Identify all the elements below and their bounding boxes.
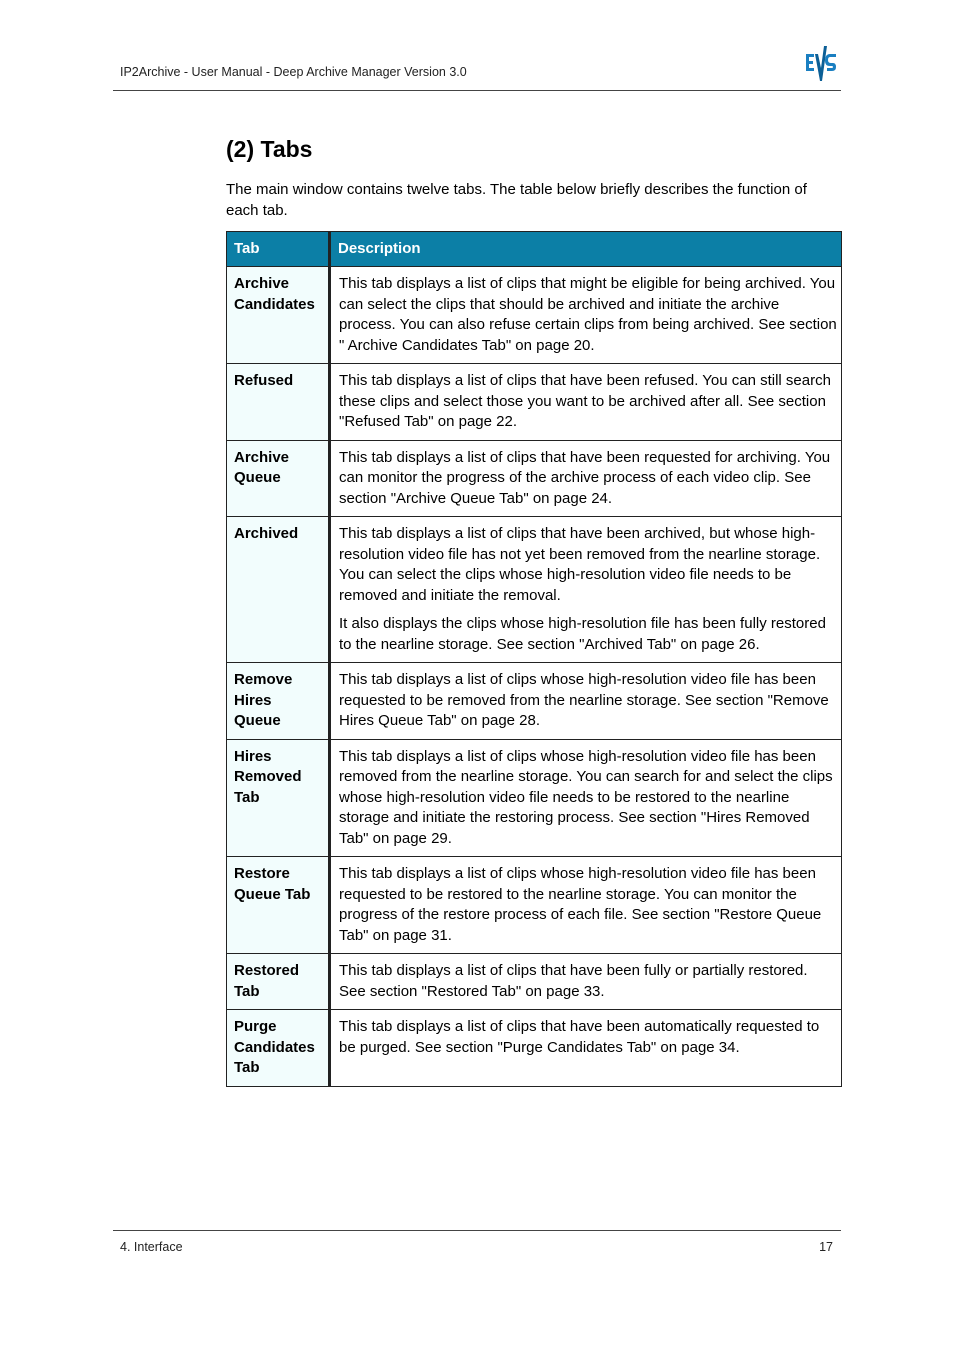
intro-paragraph: The main window contains twelve tabs. The table below briefly describes the function of each tab. [226,181,807,219]
tab-description-cell [330,364,842,441]
table-row [227,440,842,517]
running-header: IP2Archive - User Manual - Deep Archive Manager Version 3.0 [120,65,467,79]
table-row [227,954,842,1010]
column-header-description: Description [330,232,842,267]
tab-description-cell [330,1010,842,1087]
tab-name-cell: Purge Candidates Tab [227,1010,330,1087]
table-row [227,517,842,663]
description-paragraph: This tab displays a list of clips that have been automatically requested to be purged. See section "Purge Candidates Tab" on page 34. [339,1018,820,1056]
tab-name-cell: Refused [227,364,330,441]
description-paragraph: This tab displays a list of clips that have been refused. You can still search these clips and select those you want to be archived after all. See section "Refused Tab" on page 22. [339,372,831,430]
tabs-table [226,231,842,1087]
table-header-row [227,232,842,267]
page-number: 17 [819,1240,833,1254]
description-paragraph: This tab displays a list of clips whose high-resolution video file has been requested to be restored to the nearline storage. You can monitor the progress of the restore process of each file. See section "Restore Queue Tab" on page 31. [339,865,822,944]
tab-name-cell: Restore Queue Tab [227,857,330,954]
table-row [227,267,842,364]
tab-description-cell [330,517,842,663]
tab-description-cell [330,440,842,517]
table-row [227,739,842,857]
tab-name-cell: Restored Tab [227,954,330,1010]
description-paragraph: It also displays the clips whose high-resolution file has been fully restored to the nearline storage. See section "Archived Tab" on page 26. [339,615,826,653]
header-rule [113,90,841,91]
table-row [227,1010,842,1087]
table-row [227,663,842,740]
tab-name-cell: Archived [227,517,330,663]
table-body [227,267,842,1087]
description-paragraph: This tab displays a list of clips that might be eligible for being archived. You can select the clips that should be archived and initiate the archive process. You can also refuse certain clips from being archived. See section " Archive Candidates Tab" on page 20. [339,275,837,354]
description-paragraph: This tab displays a list of clips that have been fully or partially restored. See section "Restored Tab" on page 33. [339,962,808,1000]
column-header-tab: Tab [227,232,330,267]
description-paragraph: This tab displays a list of clips whose high-resolution video file has been removed from the nearline storage. You can search for and select the clips whose high-resolution video file needs to be restored to the nearline storage and initiate the restoring process. See section "Hires Removed Tab" on page 29. [339,747,833,847]
tab-name-cell: Hires Removed Tab [227,739,330,857]
table-row [227,857,842,954]
section-title: (2) Tabs [226,136,313,162]
description-paragraph: This tab displays a list of clips that have been requested for archiving. You can monitor the progress of the archive process of each video clip. See section "Archive Queue Tab" on page 24. [339,448,831,507]
description-paragraph: This tab displays a list of clips that have been archived, but whose high-resolution video file has not yet been removed from the nearline storage. You can select the clips whose high-resolution video file needs to be removed and initiate the removal. [339,525,821,604]
evs-logo [804,44,838,82]
tab-description-cell [330,267,842,364]
footer-chapter: 4. Interface [120,1240,183,1254]
tab-name-cell: Remove Hires Queue [227,663,330,740]
tab-description-cell [330,857,842,954]
tab-description-cell [330,954,842,1010]
tab-description-cell [330,663,842,740]
footer-rule [113,1230,841,1231]
tab-name-cell: Archive Queue [227,440,330,517]
tab-name-cell: Archive Candidates [227,267,330,364]
description-paragraph: This tab displays a list of clips whose high-resolution video file has been requested to be removed from the nearline storage. See section "Remove Hires Queue Tab" on page 28. [339,671,829,729]
tab-description-cell [330,739,842,857]
table-row [227,364,842,441]
